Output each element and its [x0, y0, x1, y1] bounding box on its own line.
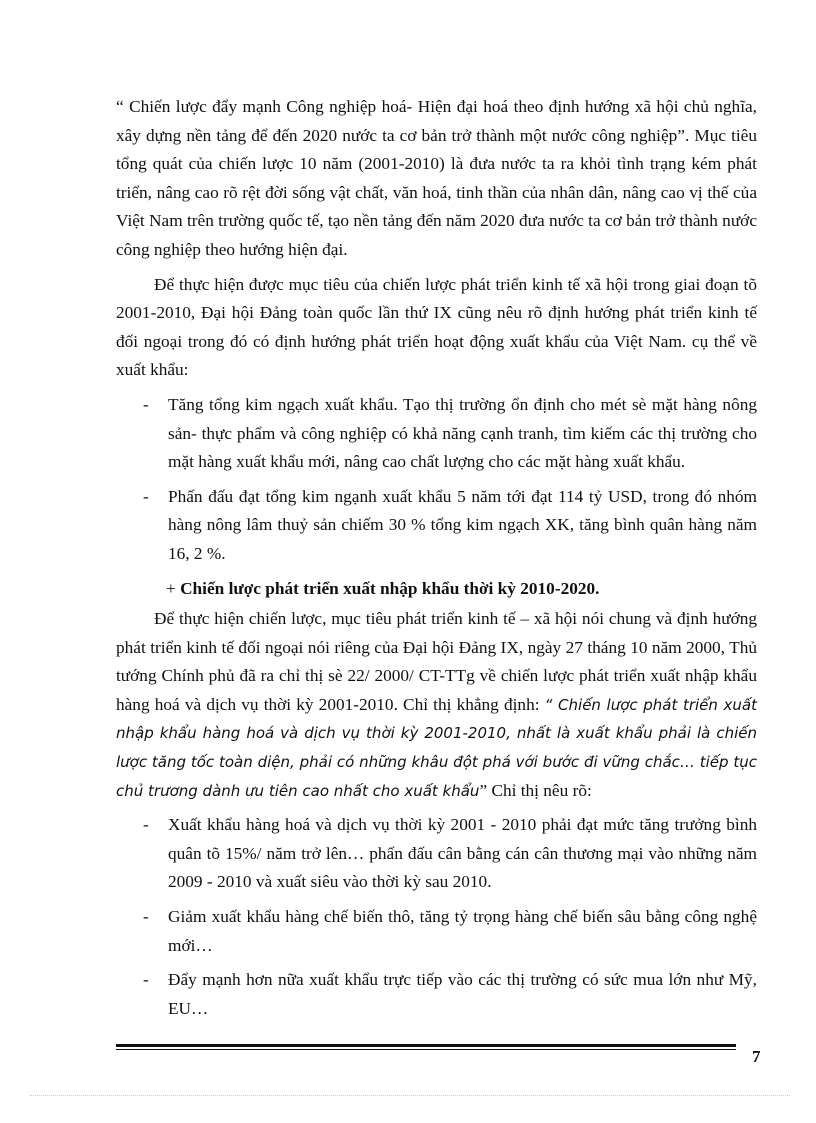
dash-bullet: -: [143, 486, 149, 506]
dash-bullet: -: [143, 970, 149, 990]
list-item-text: Giảm xuất khẩu hàng chế biến thô, tăng tỷ trọng hàng chế biến sâu bằng công nghệ mới…: [168, 907, 757, 955]
dash-bullet: -: [143, 394, 149, 414]
list-item-text: Phấn đấu đạt tổng kim ngạnh xuất khẩu 5 năm tới đạt 114 tỷ USD, trong đó nhóm hàng nông lâm thuỷ sản chiếm 30 % tổng kim ngạch XK, tăng bình quân hàng năm 16, 2 %.: [168, 486, 757, 563]
section-heading: [116, 575, 757, 604]
list-item-text: Tăng tổng kim ngạch xuất khẩu. Tạo thị trường ổn định cho mét sè mặt hàng nông sản- thực phẩm và công nghiệp có khả năng cạnh tranh, tìm kiếm các thị trường cho mặt hàng xuất khẩu mới, nâng cao chất lượng cho các mặt hàng xuất khẩu.: [168, 394, 757, 472]
dash-bullet: -: [143, 907, 149, 927]
heading-prefix: +: [166, 578, 181, 598]
list-item: [116, 391, 757, 477]
paragraph-directive: [116, 605, 757, 805]
page-bottom-dotted-rule: [30, 1095, 790, 1096]
export-targets-list: [116, 391, 757, 569]
footer-thin-line: [116, 1049, 736, 1050]
directive-quote: “ Chiến lược phát triển xuất nhập khẩu hàng hoá và dịch vụ thời kỳ 2001-2010, nhất là xuất khẩu phải là chiến lược tăng tốc toàn diện, phải có những khâu đột phá với bước đi vững chắc… tiếp tục chủ trương dành ưu tiên cao nhất cho xuất khẩu: [116, 695, 757, 800]
list-item-text: Xuất khẩu hàng hoá và dịch vụ thời kỳ 2001 - 2010 phải đạt mức tăng trưởng bình quân tõ 15%/ năm trở lên… phấn đấu cân bằng cán cân thương mại vào những năm 2009 - 2010 và xuất siêu vào thời kỳ sau 2010.: [168, 815, 757, 892]
dash-bullet: -: [143, 815, 149, 835]
heading-text: Chiến lược phát triển xuất nhập khẩu thời kỳ 2010-2020.: [180, 578, 600, 598]
list-item-text: Đẩy mạnh hơn nữa xuất khẩu trực tiếp vào các thị trường có sức mua lớn như Mỹ, EU…: [168, 970, 757, 1018]
directive-text: Để thực hiện chiến lược, mục tiêu phát triển kinh tế – xã hội nói chung và định hướng phát triển kinh tế đối ngoại nói riêng của Đại hội Đảng IX, ngày 27 tháng 10 năm 2000, Thủ tướng Chính phủ đã ra chỉ thị sè 22/ 2000/ CT-TTg về chiến lược phát triển xuất nhập khẩu hàng hoá và dịch vụ thời kỳ 2001-2010. Chỉ thị khẳng định:: [116, 609, 757, 714]
page-content: [116, 93, 757, 1029]
paragraph-strategy-intro: “ Chiến lược đẩy mạnh Công nghiệp hoá- Hiện đại hoá theo định hướng xã hội chủ nghĩa, xây dựng nền tảng để đến 2020 nước ta cơ bản trở thành một nước công nghiệp”. Mục tiêu tổng quát của chiến lược 10 năm (2001-2010) là đưa nước ta ra khỏi tình trạng kém phát triển, nâng cao rõ rệt đời sống vật chất, văn hoá, tinh thần của nhân dân, nâng cao vị thế của Việt Nam trên trường quốc tế, tạo nền tảng đến năm 2020 đưa nước ta cơ bản trở thành nước công nghiệp theo hướng hiện đại.: [116, 97, 757, 259]
list-item: [116, 811, 757, 897]
paragraph-goal-implementation: Để thực hiện được mục tiêu của chiến lược phát triển kinh tế xã hội trong giai đoạn tõ 2001-2010, Đại hội Đảng toàn quốc lần thứ IX cũng nêu rõ định hướng phát triển kinh tế đối ngoại trong đó có định hướng phát triển hoạt động xuất khẩu của Việt Nam. cụ thể về xuất khẩu:: [116, 274, 757, 380]
list-item: [116, 903, 757, 960]
directive-text-end: ” Chỉ thị nêu rõ:: [479, 780, 592, 800]
list-item: [116, 966, 757, 1023]
page-number: 7: [752, 1047, 761, 1066]
directive-points-list: [116, 811, 757, 1023]
list-item: [116, 483, 757, 569]
footer-rule: [116, 1044, 736, 1050]
